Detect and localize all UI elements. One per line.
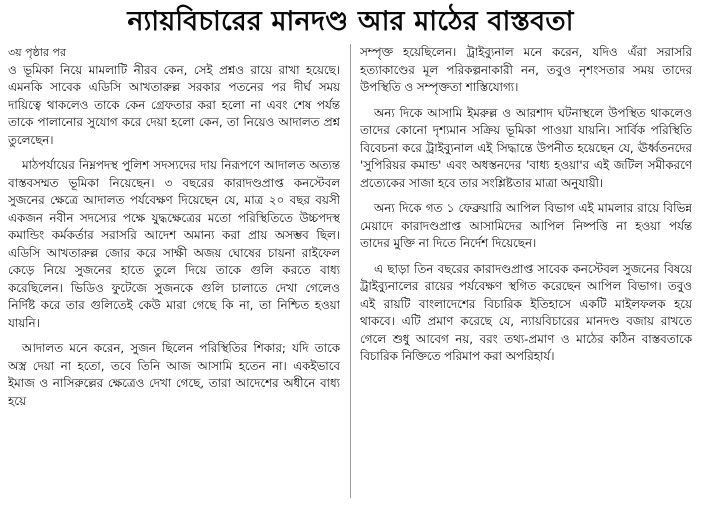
right-column	[360, 44, 692, 494]
paragraph: এ ছাড়া তিন বছরের কারাদণ্ডপ্রাপ্ত সাবেক কনস্টেবল সুজনের বিষয়ে ট্রাইব্যুনালের রায়ের পর্যবেক্ষণ স্থগিত করেছেন আপিল বিভাগ। তবুও এই রায়টি বাংলাদেশের বিচারিক ইতিহাসে একটি মাইলফলক হয়ে থাকবে। এটি প্রমাণ করেছে যে, ন্যায়বিচারের মানদণ্ড বজায় রাখতে গেলে শুধু আবেগ নয়, বরং তথ্য-প্রমাণ ও মাঠের কঠিন বাস্তবতাকে বিচারিক নিক্তিতে পরিমাপ করা অপরিহার্য।	[360, 261, 692, 363]
paragraph: সম্পৃক্ত হয়েছিলেন। ট্রাইব্যুনাল মনে করেন, যদিও এঁরা সরাসরি হত্যাকাণ্ডের মূল পরিকল্পনাকারী নন, তবুও নৃশংসতার সময় তাদের উপস্থিতি ও সম্পৃক্ততা শাস্তিযোগ্য।	[360, 45, 692, 94]
paragraph: অন্য দিকে গত ১ ফেব্রুয়ারি আপিল বিভাগ এই মামলার রায়ে বিভিন্ন মেয়াদে কারাদণ্ডপ্রাপ্ত আসামিদের আপিল নিষ্পত্তি না হওয়া পর্যন্ত তাদের মুক্তি না দিতে নির্দেশ দিয়েছেন।	[360, 201, 692, 250]
article-headline: ন্যায়বিচারের মানদণ্ড আর মাঠের বাস্তবতা	[127, 6, 574, 37]
continuation-note: ৩য় পৃষ্ঠার পর	[8, 46, 67, 59]
column-divider	[350, 44, 351, 498]
paragraph: আদালত মনে করেন, সুজন ছিলেন পরিস্থিতির শিকার; যদি তাকে অস্ত্র দেয়া না হতো, তবে তিনি আজ আসামি হতেন না। একইভাবে ইমাজ ও নাসিরুল্লের ক্ষেত্রেও দেখা গেছে, তারা আদেশের অধীনে বাধ্য হয়ে	[8, 341, 340, 408]
paragraph: ও ভূমিকা নিয়ে মামলাটি নীরব কেন, সেই প্রশ্নও রায়ে রাখা হয়েছে। এমনকি সাবেক এডিসি আখতারুল্ল সরকার পতনের পর দীর্ঘ সময় দায়িত্বে থাকলেও তাকে কেন গ্রেফতার করা হলো না এবং শেষ পর্যন্ত তাকে পালানোর সুযোগ করে দেয়া হলো কেন, তা নিয়েও আদালত প্রশ্ন তুলেছেন।	[8, 62, 340, 147]
paragraph: মাঠপর্যায়ের নিম্নপদস্থ পুলিশ সদস্যদের দায় নিরূপণে আদালত অত্যন্ত বাস্তবসম্মত ভূমিকা নিয়েছেন। ৩ বছরের কারাদণ্ডপ্রাপ্ত কনস্টেবল সুজনের ক্ষেত্রে আদালত পর্যবেক্ষণ দিয়েছেন যে, মাত্র ২০ বছর বয়সী একজন নবীন সদস্যের পক্ষে যুদ্ধক্ষেত্রের মতো পরিস্থিতিতে উচ্চপদস্থ কমান্ডিং কর্মকর্তার সরাসরি আদেশ অমান্য করা প্রায় অসম্ভব ছিল। এডিসি আখতারুল্ল জোর করে সাক্ষী অজয় ঘোষের চায়না রাইফেল কেড়ে নিয়ে সুজনের হাতে তুলে দিয়ে তাকে গুলি করতে বাধ্য করেছিলেন। ভিডিও ফুটেজে সুজনকে গুলি চালাতে দেখা গেলেও নির্দিষ্ট করে তার গুলিতেই কেউ মারা গেছে কি না, তা নিশ্চিত হওয়া যায়নি।	[8, 158, 340, 330]
left-column	[8, 44, 340, 510]
paragraph: অন্য দিকে আসামি ইমরুল্ল ও আরশাদ ঘটনাস্থলে উপস্থিত থাকলেও তাদের কোনো দৃশ্যমান সক্রিয় ভূমিকা পাওয়া যায়নি। সার্বিক পরিস্থিতি বিবেচনা করে ট্রাইব্যুনাল এই সিদ্ধান্তে উপনীত হয়েছেন যে, ঊর্ধ্বতনদের 'সুপিরিয়র কমান্ড' এবং অধস্তনদের 'বাধ্য হওয়া'র এই জটিল সমীকরণে প্রত্যেকের সাজা হবে তার সংশ্লিষ্টতার মাত্রা অনুযায়ী।	[360, 105, 692, 190]
